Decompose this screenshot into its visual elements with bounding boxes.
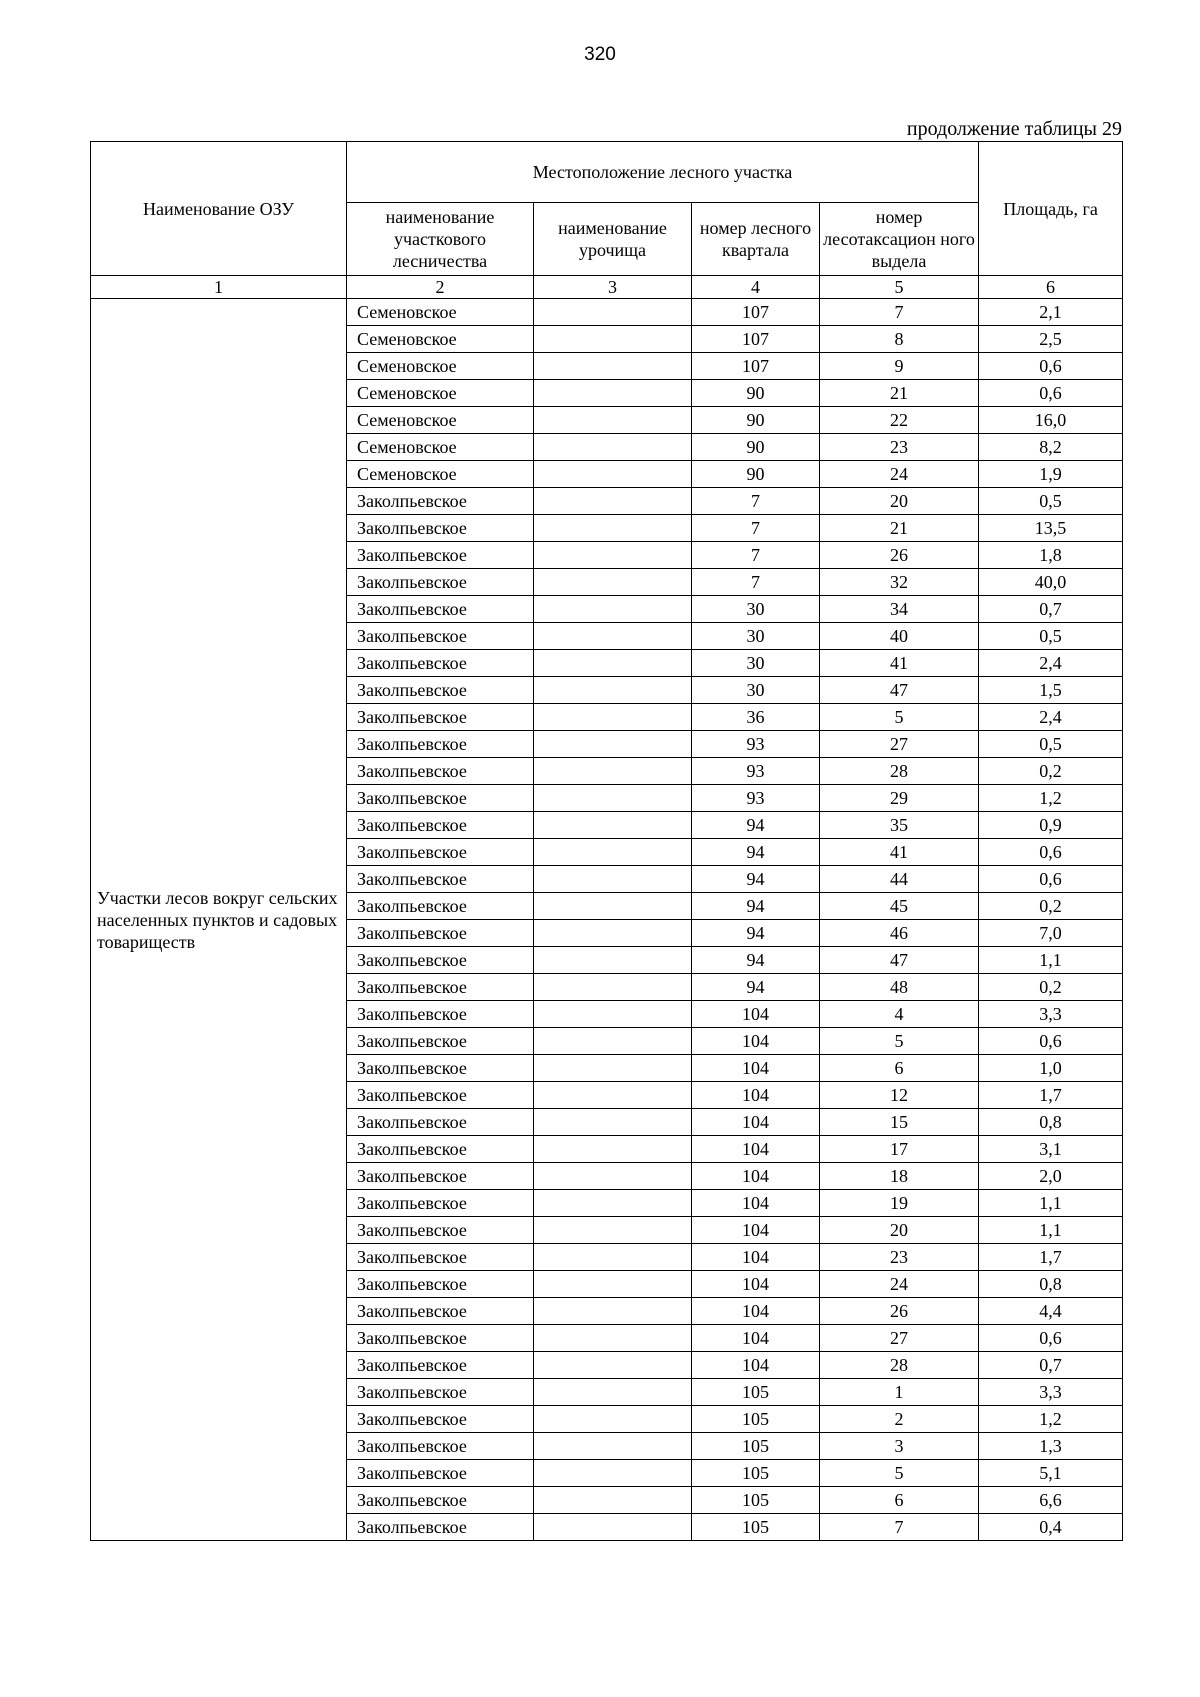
allotment-cell: 6 <box>820 1055 979 1082</box>
area-cell: 0,7 <box>979 596 1123 623</box>
quarter-cell: 104 <box>692 1325 820 1352</box>
column-number: 4 <box>692 276 820 299</box>
allotment-cell: 1 <box>820 1379 979 1406</box>
tract-cell <box>534 812 692 839</box>
forestry-cell: Заколпьевское <box>347 1379 534 1406</box>
quarter-cell: 94 <box>692 839 820 866</box>
forestry-cell: Заколпьевское <box>347 1460 534 1487</box>
quarter-cell: 36 <box>692 704 820 731</box>
quarter-cell: 104 <box>692 1055 820 1082</box>
allotment-cell: 9 <box>820 353 979 380</box>
tract-cell <box>534 488 692 515</box>
allotment-cell: 22 <box>820 407 979 434</box>
area-cell: 7,0 <box>979 920 1123 947</box>
tract-cell <box>534 434 692 461</box>
forestry-cell: Заколпьевское <box>347 1325 534 1352</box>
tract-cell <box>534 1028 692 1055</box>
forestry-cell: Заколпьевское <box>347 623 534 650</box>
forestry-cell: Заколпьевское <box>347 1217 534 1244</box>
header-ozu-name: Наименование ОЗУ <box>91 142 347 276</box>
forestry-cell: Заколпьевское <box>347 1109 534 1136</box>
forestry-cell: Заколпьевское <box>347 1163 534 1190</box>
forestry-cell: Заколпьевское <box>347 1487 534 1514</box>
table-continuation-label: продолжение таблицы 29 <box>906 118 1122 140</box>
tract-cell <box>534 1109 692 1136</box>
forestry-cell: Семеновское <box>347 299 534 326</box>
tract-cell <box>534 650 692 677</box>
quarter-cell: 94 <box>692 812 820 839</box>
forestry-cell: Заколпьевское <box>347 839 534 866</box>
quarter-cell: 93 <box>692 731 820 758</box>
header-tract: наименование урочища <box>534 203 692 276</box>
allotment-cell: 5 <box>820 1460 979 1487</box>
area-cell: 3,3 <box>979 1001 1123 1028</box>
allotment-cell: 26 <box>820 1298 979 1325</box>
tract-cell <box>534 1217 692 1244</box>
forestry-cell: Заколпьевское <box>347 947 534 974</box>
tract-cell <box>534 1001 692 1028</box>
allotment-cell: 2 <box>820 1406 979 1433</box>
forestry-cell: Заколпьевское <box>347 542 534 569</box>
quarter-cell: 7 <box>692 569 820 596</box>
quarter-cell: 7 <box>692 515 820 542</box>
forestry-cell: Заколпьевское <box>347 974 534 1001</box>
forestry-cell: Заколпьевское <box>347 1352 534 1379</box>
quarter-cell: 90 <box>692 407 820 434</box>
area-cell: 2,0 <box>979 1163 1123 1190</box>
allotment-cell: 21 <box>820 515 979 542</box>
area-cell: 16,0 <box>979 407 1123 434</box>
quarter-cell: 104 <box>692 1244 820 1271</box>
tract-cell <box>534 1163 692 1190</box>
tract-cell <box>534 326 692 353</box>
tract-cell <box>534 1487 692 1514</box>
allotment-cell: 40 <box>820 623 979 650</box>
allotment-cell: 44 <box>820 866 979 893</box>
tract-cell <box>534 1433 692 1460</box>
forestry-cell: Семеновское <box>347 434 534 461</box>
header-quarter: номер лесного квартала <box>692 203 820 276</box>
allotment-cell: 32 <box>820 569 979 596</box>
column-number: 3 <box>534 276 692 299</box>
forestry-cell: Заколпьевское <box>347 650 534 677</box>
forestry-cell: Заколпьевское <box>347 1271 534 1298</box>
quarter-cell: 104 <box>692 1271 820 1298</box>
allotment-cell: 24 <box>820 461 979 488</box>
allotment-cell: 7 <box>820 299 979 326</box>
tract-cell <box>534 623 692 650</box>
forestry-cell: Заколпьевское <box>347 758 534 785</box>
forestry-cell: Заколпьевское <box>347 596 534 623</box>
tract-cell <box>534 947 692 974</box>
header-forestry: наименование участкового лесничества <box>347 203 534 276</box>
area-cell: 40,0 <box>979 569 1123 596</box>
forestry-cell: Заколпьевское <box>347 1298 534 1325</box>
allotment-cell: 18 <box>820 1163 979 1190</box>
area-cell: 8,2 <box>979 434 1123 461</box>
area-cell: 0,6 <box>979 1028 1123 1055</box>
tract-cell <box>534 1055 692 1082</box>
quarter-cell: 94 <box>692 893 820 920</box>
tract-cell <box>534 542 692 569</box>
quarter-cell: 93 <box>692 758 820 785</box>
allotment-cell: 28 <box>820 1352 979 1379</box>
tract-cell <box>534 1271 692 1298</box>
quarter-cell: 90 <box>692 461 820 488</box>
area-cell: 0,2 <box>979 893 1123 920</box>
column-number-row <box>91 276 1123 299</box>
tract-cell <box>534 461 692 488</box>
area-cell: 4,4 <box>979 1298 1123 1325</box>
quarter-cell: 107 <box>692 353 820 380</box>
forestry-cell: Заколпьевское <box>347 488 534 515</box>
quarter-cell: 104 <box>692 1190 820 1217</box>
column-number: 6 <box>979 276 1123 299</box>
ozu-name-cell <box>91 299 347 1541</box>
forestry-cell: Семеновское <box>347 353 534 380</box>
forest-plots-table <box>90 141 1123 1541</box>
quarter-cell: 105 <box>692 1433 820 1460</box>
quarter-cell: 107 <box>692 326 820 353</box>
allotment-cell: 19 <box>820 1190 979 1217</box>
tract-cell <box>534 893 692 920</box>
area-cell: 0,7 <box>979 1352 1123 1379</box>
quarter-cell: 94 <box>692 947 820 974</box>
forestry-cell: Заколпьевское <box>347 1190 534 1217</box>
area-cell: 3,1 <box>979 1136 1123 1163</box>
allotment-cell: 23 <box>820 1244 979 1271</box>
tract-cell <box>534 380 692 407</box>
allotment-cell: 7 <box>820 1514 979 1541</box>
tract-cell <box>534 1379 692 1406</box>
area-cell: 0,8 <box>979 1271 1123 1298</box>
area-cell: 0,4 <box>979 1514 1123 1541</box>
forestry-cell: Семеновское <box>347 326 534 353</box>
area-cell: 1,9 <box>979 461 1123 488</box>
tract-cell <box>534 569 692 596</box>
column-number: 5 <box>820 276 979 299</box>
forestry-cell: Заколпьевское <box>347 704 534 731</box>
area-cell: 1,1 <box>979 947 1123 974</box>
quarter-cell: 105 <box>692 1487 820 1514</box>
area-cell: 0,5 <box>979 488 1123 515</box>
area-cell: 1,8 <box>979 542 1123 569</box>
allotment-cell: 5 <box>820 1028 979 1055</box>
allotment-cell: 4 <box>820 1001 979 1028</box>
area-cell: 0,5 <box>979 731 1123 758</box>
forestry-cell: Семеновское <box>347 407 534 434</box>
header-allotment: номер лесотаксацион ного выдела <box>820 203 979 276</box>
quarter-cell: 104 <box>692 1028 820 1055</box>
allotment-cell: 15 <box>820 1109 979 1136</box>
area-cell: 3,3 <box>979 1379 1123 1406</box>
area-cell: 1,7 <box>979 1082 1123 1109</box>
area-cell: 1,1 <box>979 1217 1123 1244</box>
quarter-cell: 94 <box>692 866 820 893</box>
tract-cell <box>534 596 692 623</box>
area-cell: 2,4 <box>979 704 1123 731</box>
forestry-cell: Заколпьевское <box>347 1082 534 1109</box>
quarter-cell: 104 <box>692 1001 820 1028</box>
tract-cell <box>534 758 692 785</box>
header-location-group: Местоположение лесного участка <box>347 142 979 203</box>
area-cell: 1,2 <box>979 1406 1123 1433</box>
area-cell: 0,6 <box>979 380 1123 407</box>
tract-cell <box>534 353 692 380</box>
tract-cell <box>534 785 692 812</box>
tract-cell <box>534 299 692 326</box>
forestry-cell: Заколпьевское <box>347 1055 534 1082</box>
quarter-cell: 30 <box>692 596 820 623</box>
allotment-cell: 5 <box>820 704 979 731</box>
allotment-cell: 27 <box>820 1325 979 1352</box>
area-cell: 2,4 <box>979 650 1123 677</box>
table-row <box>91 299 1123 326</box>
table-body <box>91 299 1123 1541</box>
area-cell: 1,5 <box>979 677 1123 704</box>
quarter-cell: 104 <box>692 1136 820 1163</box>
tract-cell <box>534 839 692 866</box>
area-cell: 6,6 <box>979 1487 1123 1514</box>
area-cell: 0,2 <box>979 758 1123 785</box>
forestry-cell: Заколпьевское <box>347 569 534 596</box>
quarter-cell: 30 <box>692 650 820 677</box>
forestry-cell: Заколпьевское <box>347 866 534 893</box>
allotment-cell: 41 <box>820 839 979 866</box>
area-cell: 0,2 <box>979 974 1123 1001</box>
tract-cell <box>534 677 692 704</box>
allotment-cell: 28 <box>820 758 979 785</box>
forestry-cell: Заколпьевское <box>347 1514 534 1541</box>
allotment-cell: 20 <box>820 488 979 515</box>
tract-cell <box>534 704 692 731</box>
quarter-cell: 105 <box>692 1514 820 1541</box>
quarter-cell: 90 <box>692 434 820 461</box>
tract-cell <box>534 1325 692 1352</box>
quarter-cell: 90 <box>692 380 820 407</box>
page-number: 320 <box>584 44 616 65</box>
area-cell: 0,6 <box>979 839 1123 866</box>
forestry-cell: Заколпьевское <box>347 677 534 704</box>
allotment-cell: 6 <box>820 1487 979 1514</box>
tract-cell <box>534 1298 692 1325</box>
quarter-cell: 105 <box>692 1406 820 1433</box>
quarter-cell: 104 <box>692 1163 820 1190</box>
area-cell: 0,8 <box>979 1109 1123 1136</box>
area-cell: 5,1 <box>979 1460 1123 1487</box>
quarter-cell: 30 <box>692 677 820 704</box>
area-cell: 0,9 <box>979 812 1123 839</box>
quarter-cell: 107 <box>692 299 820 326</box>
area-cell: 1,3 <box>979 1433 1123 1460</box>
tract-cell <box>534 1190 692 1217</box>
area-cell: 0,6 <box>979 353 1123 380</box>
allotment-cell: 23 <box>820 434 979 461</box>
tract-cell <box>534 1244 692 1271</box>
allotment-cell: 35 <box>820 812 979 839</box>
allotment-cell: 26 <box>820 542 979 569</box>
allotment-cell: 29 <box>820 785 979 812</box>
forestry-cell: Заколпьевское <box>347 1001 534 1028</box>
allotment-cell: 17 <box>820 1136 979 1163</box>
quarter-cell: 94 <box>692 920 820 947</box>
forestry-cell: Заколпьевское <box>347 1406 534 1433</box>
allotment-cell: 27 <box>820 731 979 758</box>
tract-cell <box>534 1514 692 1541</box>
column-number: 1 <box>91 276 347 299</box>
area-cell: 0,6 <box>979 1325 1123 1352</box>
forestry-cell: Заколпьевское <box>347 812 534 839</box>
allotment-cell: 47 <box>820 947 979 974</box>
tract-cell <box>534 920 692 947</box>
tract-cell <box>534 407 692 434</box>
quarter-cell: 104 <box>692 1298 820 1325</box>
quarter-cell: 104 <box>692 1082 820 1109</box>
area-cell: 1,1 <box>979 1190 1123 1217</box>
quarter-cell: 7 <box>692 542 820 569</box>
allotment-cell: 48 <box>820 974 979 1001</box>
forestry-cell: Заколпьевское <box>347 1433 534 1460</box>
quarter-cell: 105 <box>692 1460 820 1487</box>
quarter-cell: 94 <box>692 974 820 1001</box>
allotment-cell: 20 <box>820 1217 979 1244</box>
tract-cell <box>534 1352 692 1379</box>
allotment-cell: 34 <box>820 596 979 623</box>
forestry-cell: Семеновское <box>347 461 534 488</box>
quarter-cell: 7 <box>692 488 820 515</box>
quarter-cell: 105 <box>692 1379 820 1406</box>
area-cell: 0,5 <box>979 623 1123 650</box>
area-cell: 1,0 <box>979 1055 1123 1082</box>
area-cell: 1,7 <box>979 1244 1123 1271</box>
quarter-cell: 93 <box>692 785 820 812</box>
forestry-cell: Заколпьевское <box>347 1136 534 1163</box>
ozu-name-text: Участки лесов вокруг сельских населенных пунктов и садовых товариществ <box>97 887 338 952</box>
forestry-cell: Заколпьевское <box>347 515 534 542</box>
forestry-cell: Заколпьевское <box>347 920 534 947</box>
allotment-cell: 12 <box>820 1082 979 1109</box>
tract-cell <box>534 1136 692 1163</box>
tract-cell <box>534 1082 692 1109</box>
allotment-cell: 45 <box>820 893 979 920</box>
allotment-cell: 8 <box>820 326 979 353</box>
area-cell: 0,6 <box>979 866 1123 893</box>
forestry-cell: Заколпьевское <box>347 893 534 920</box>
allotment-cell: 3 <box>820 1433 979 1460</box>
tract-cell <box>534 974 692 1001</box>
tract-cell <box>534 1460 692 1487</box>
tract-cell <box>534 515 692 542</box>
allotment-cell: 24 <box>820 1271 979 1298</box>
area-cell: 13,5 <box>979 515 1123 542</box>
allotment-cell: 46 <box>820 920 979 947</box>
forestry-cell: Заколпьевское <box>347 1244 534 1271</box>
quarter-cell: 104 <box>692 1217 820 1244</box>
forestry-cell: Семеновское <box>347 380 534 407</box>
tract-cell <box>534 866 692 893</box>
allotment-cell: 41 <box>820 650 979 677</box>
area-cell: 2,5 <box>979 326 1123 353</box>
quarter-cell: 104 <box>692 1352 820 1379</box>
forestry-cell: Заколпьевское <box>347 785 534 812</box>
tract-cell <box>534 1406 692 1433</box>
forestry-cell: Заколпьевское <box>347 731 534 758</box>
area-cell: 2,1 <box>979 299 1123 326</box>
allotment-cell: 47 <box>820 677 979 704</box>
quarter-cell: 30 <box>692 623 820 650</box>
quarter-cell: 104 <box>692 1109 820 1136</box>
column-number: 2 <box>347 276 534 299</box>
area-cell: 1,2 <box>979 785 1123 812</box>
forestry-cell: Заколпьевское <box>347 1028 534 1055</box>
allotment-cell: 21 <box>820 380 979 407</box>
header-area: Площадь, га <box>979 142 1123 276</box>
tract-cell <box>534 731 692 758</box>
